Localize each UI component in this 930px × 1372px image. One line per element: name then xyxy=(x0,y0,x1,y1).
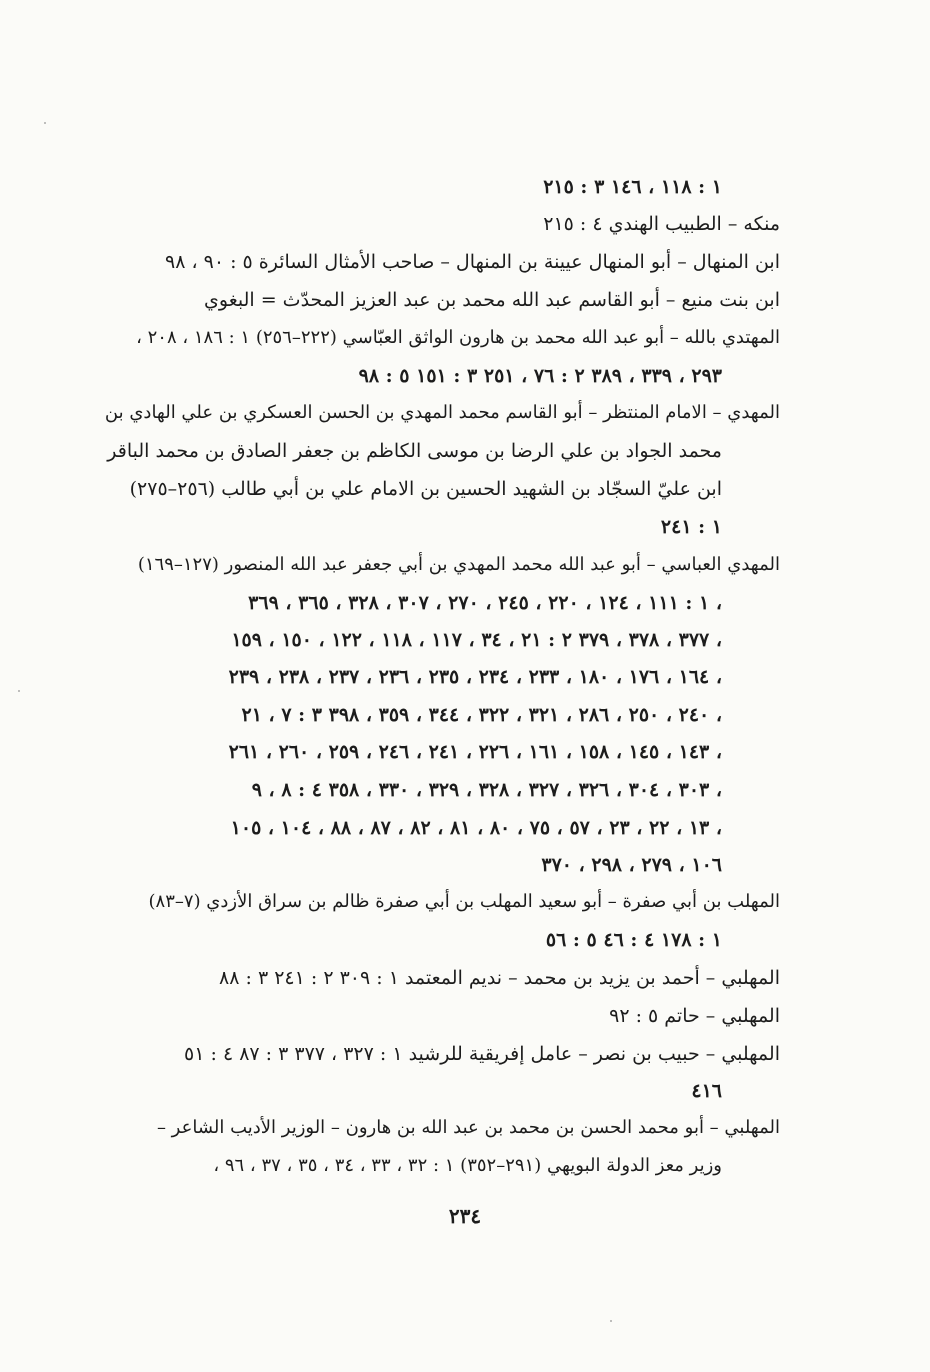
index-entry: المهلبي – أحمد بن يزيد بن محمد – نديم المعتمد ١ : ٣٠٩ ٢ : ٢٤١ ٣ : ٨٨ xyxy=(219,967,780,989)
page-number: ٢٣٤ xyxy=(448,1204,482,1228)
index-line: وزير معز الدولة البويهي (٢٩١–٣٥٢) ١ : ٣٢ ، ٣٣ ، ٣٤ ، ٣٥ ، ٣٧ ، ٩٦ ، xyxy=(213,1155,722,1176)
index-line: ٢٤٠ ، ٢٥٠ ، ٢٨٦ ، ٣٢١ ، ٣٢٢ ، ٣٤٤ ، ٣٥٩ ، ٣٩٨ ٣ : ٧ ، ٢١ ، xyxy=(241,704,722,726)
paper-speck xyxy=(18,690,20,692)
index-entry: المهلبي – حاتم ٥ : ٩٢ xyxy=(609,1005,780,1027)
index-line: ١ : ١٧٨ ٤ : ٤٦ ٥ : ٥٦ xyxy=(545,929,722,951)
index-line: ٣٧٧ ، ٣٧٨ ، ٣٧٩ ٢ : ٢١ ، ٣٤ ، ١١٧ ، ١١٨ ، ١٢٢ ، ١٥٠ ، ١٥٩ ، xyxy=(231,629,722,651)
index-entry: المهدي – الامام المنتظر – أبو القاسم محمد المهدي بن الحسن العسكري بن علي الهادي بن xyxy=(104,402,780,423)
paper-speck xyxy=(610,1320,612,1322)
index-line: محمد الجواد بن علي الرضا بن موسى الكاظم بن جعفر الصادق بن محمد الباقر xyxy=(107,440,722,462)
index-entry: المهلبي – أبو محمد الحسن بن محمد بن عبد الله بن هارون – الوزير الأديب الشاعر – xyxy=(156,1117,780,1138)
index-line: ابن عليّ السجّاد بن الشهيد الحسين بن الامام علي بن أبي طالب (٢٥٦–٢٧٥) xyxy=(129,478,722,500)
index-line: ١٠٦ ، ٢٧٩ ، ٢٩٨ ، ٣٧٠ xyxy=(541,854,722,876)
index-line: ٣٠٣ ، ٣٠٤ ، ٣٢٦ ، ٣٢٧ ، ٣٢٨ ، ٣٢٩ ، ٣٣٠ ، ٣٥٨ ٤ : ٨ ، ٩ ، xyxy=(251,779,722,801)
index-line: ٢٩٣ ، ٣٣٩ ، ٣٨٩ ٢ : ٧٦ ، ٢٥١ ٣ : ١٥١ ٥ : ٩٨ xyxy=(358,365,722,387)
index-entry: منكه – الطبيب الهندي ٤ : ٢١٥ xyxy=(543,213,780,235)
index-entry: المهلب بن أبي صفرة – أبو سعيد المهلب بن أبي صفرة ظالم بن سراق الأزدي (٧–٨٣) xyxy=(148,891,780,912)
index-line: ٤١٦ xyxy=(691,1080,722,1102)
index-entry: ابن المنهال – أبو المنهال عيينة بن المنهال – صاحب الأمثال السائرة ٥ : ٩٠ ، ٩٨ xyxy=(164,251,780,273)
index-line: ١ : ١١٨ ، ١٤٦ ٣ : ٢١٥ xyxy=(543,176,722,198)
index-entry: المهتدي بالله – أبو عبد الله محمد بن هارون الواثق العبّاسي (٢٢٢–٢٥٦) ١ : ١٨٦ ، ٢٠٨ ، xyxy=(136,327,780,348)
paper-speck xyxy=(44,122,46,124)
index-line: ١٣ ، ٢٢ ، ٢٣ ، ٥٧ ، ٧٥ ، ٨٠ ، ٨١ ، ٨٢ ، ٨٧ ، ٨٨ ، ١٠٤ ، ١٠٥ ، xyxy=(230,817,722,839)
index-entry: المهدي العباسي – أبو عبد الله محمد المهدي بن أبي جعفر عبد الله المنصور (١٢٧–١٦٩) xyxy=(137,554,780,575)
index-entry: ابن بنت منيع – أبو القاسم عبد الله محمد بن عبد العزيز المحدّث = البغوي xyxy=(204,289,780,311)
index-line: ١٦٤ ، ١٧٦ ، ١٨٠ ، ٢٣٣ ، ٢٣٤ ، ٢٣٥ ، ٢٣٦ ، ٢٣٧ ، ٢٣٨ ، ٢٣٩ ، xyxy=(228,666,722,688)
index-line: ١ : ١١١ ، ١٢٤ ، ٢٢٠ ، ٢٤٥ ، ٢٧٠ ، ٣٠٧ ، ٣٢٨ ، ٣٦٥ ، ٣٦٩ ، xyxy=(248,592,722,614)
index-line: ١٤٣ ، ١٤٥ ، ١٥٨ ، ١٦١ ، ٢٢٦ ، ٢٤١ ، ٢٤٦ ، ٢٥٩ ، ٢٦٠ ، ٢٦١ ، xyxy=(228,741,722,763)
index-entry: المهلبي – حبيب بن نصر – عامل إفريقية للرشيد ١ : ٣٢٧ ، ٣٧٧ ٣ : ٨٧ ٤ : ٥١ xyxy=(184,1043,780,1065)
index-line: ١ : ٢٤١ xyxy=(660,516,722,538)
